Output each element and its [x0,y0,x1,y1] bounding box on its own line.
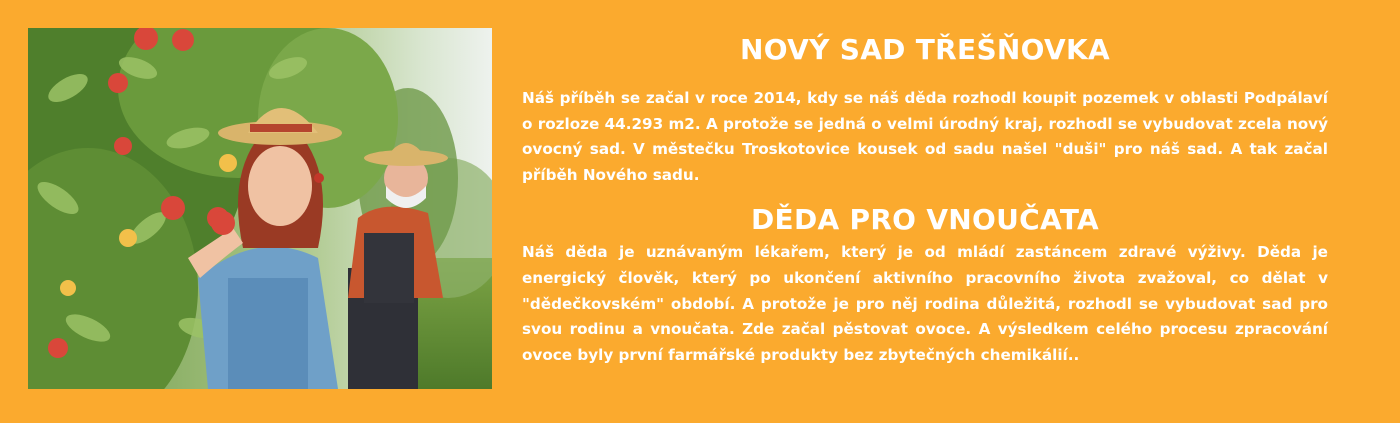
orchard-photo [28,28,492,389]
section-heading-grandpa: DĚDA PRO VNOUČATA [750,203,1100,237]
orchard-illustration [28,28,492,389]
story-content [522,30,1328,368]
section-text-grandpa: Náš děda je uznávaným lékařem, který je od mládí zastáncem zdravé výživy. Děda je energický člověk, který po ukončení aktivního pracovního života zvažoval, co dělat v "dědečkovském" období. A protože je pro něj rodina důležitá, rozhodl se vybudovat sad pro svou rodinu a vnoučata. Zde začal pěstovat ovoce. A výsledkem celého procesu zpracování ovoce byly první farmářské produkty bez zbytečných chemikálií.. [522,243,1328,364]
section-heading-new-orchard: NOVÝ SAD TŘEŠŇOVKA [740,33,1110,66]
section-text-new-orchard: Náš příběh se začal v roce 2014, kdy se náš děda rozhodl koupit pozemek v oblasti Podpálaví o rozloze 44.293 m2. A protože se jedná o velmi úrodný kraj, rozhodl se vybudovat zcela nový ovocný sad. V městečku Troskotovice kousek od sadu našel "duši" pro náš sad. A tak začal příběh Nového sadu. [522,89,1328,184]
